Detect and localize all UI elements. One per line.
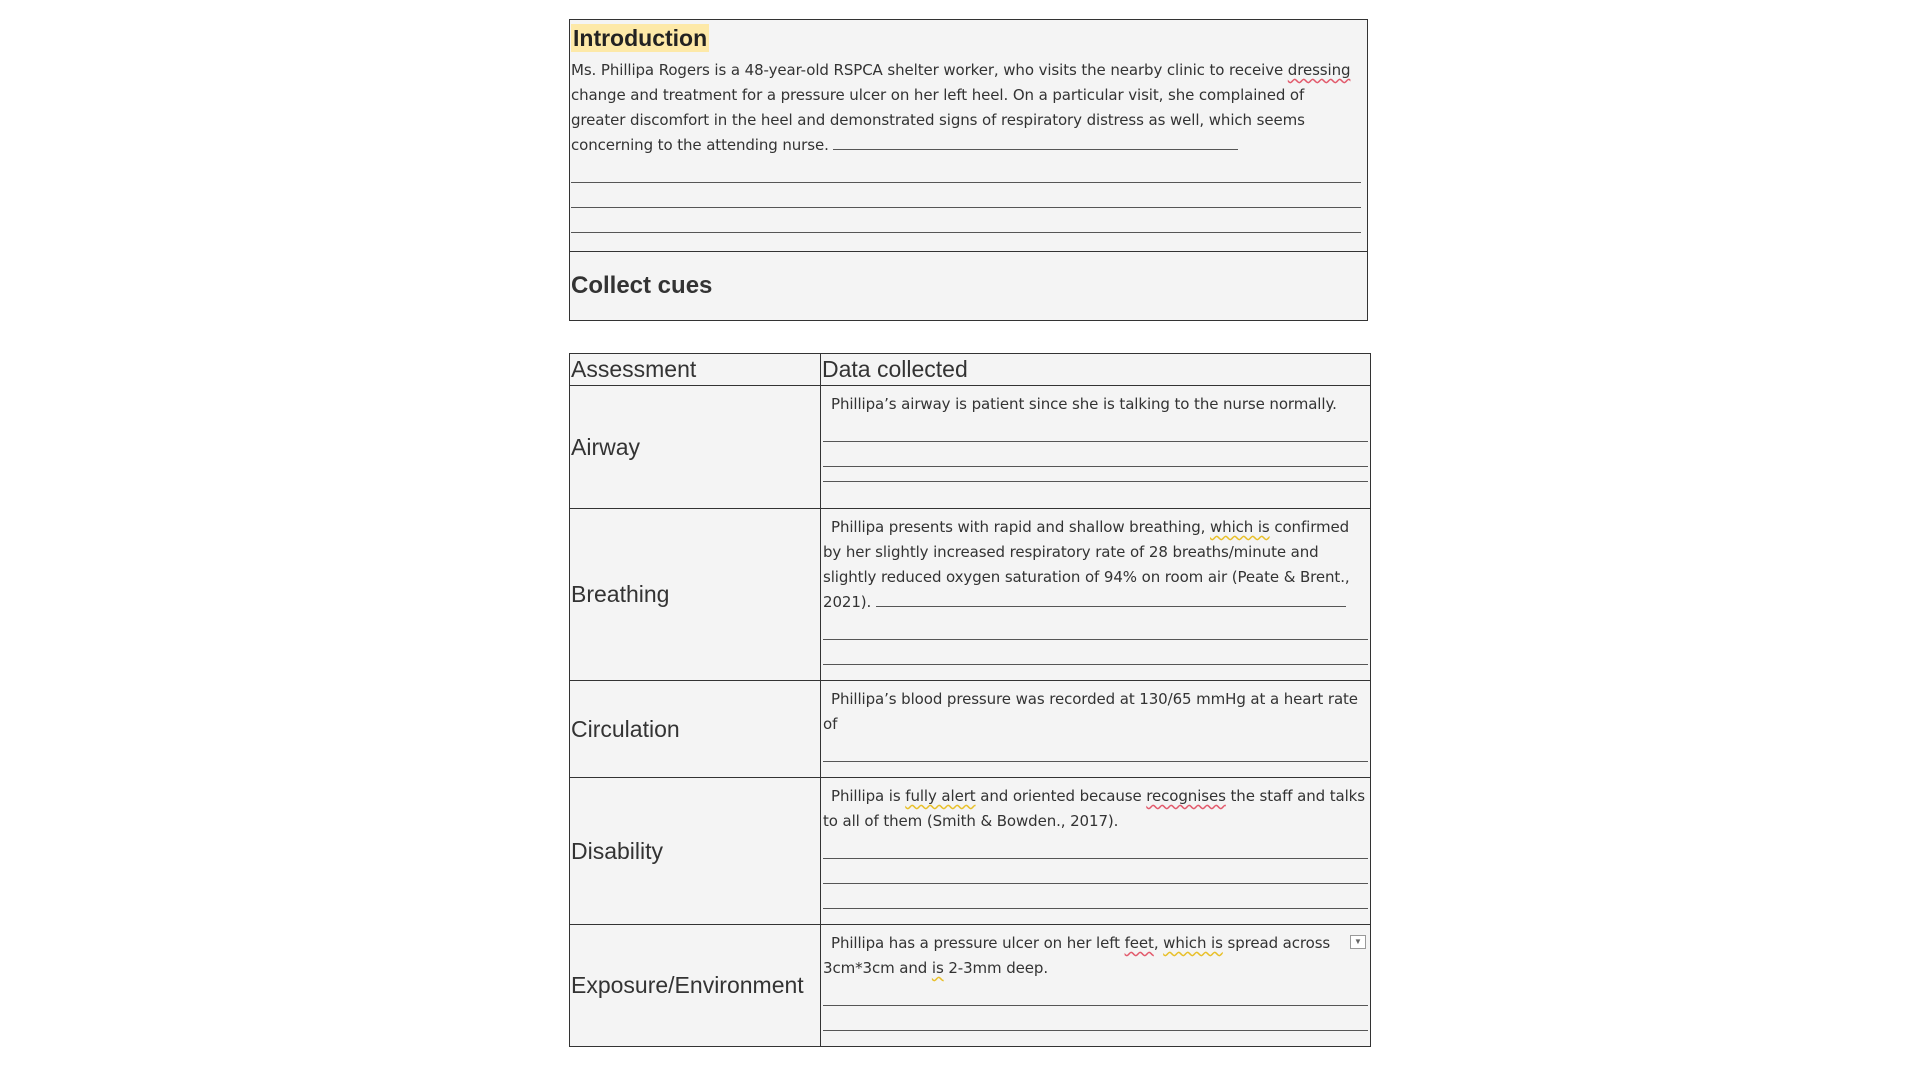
disability-text-part-1: Phillipa is xyxy=(831,787,906,805)
breathing-text xyxy=(823,515,1368,615)
airway-data-cell[interactable] xyxy=(821,386,1371,509)
circulation-data-cell[interactable] xyxy=(821,681,1371,778)
intro-text-part-1: Ms. Phillipa Rogers is a 48-year-old RSPCA shelter worker, who visits the nearby clinic to receive xyxy=(571,61,1288,79)
exposure-data-cell[interactable] xyxy=(821,925,1371,1047)
grammar-flag-is[interactable]: is xyxy=(931,959,944,977)
answer-blank-line[interactable] xyxy=(823,834,1368,859)
intro-text-part-2: change and treatment for a pressure ulcer on her left heel. On a particular visit, she complained of greater discomfort in the heel and demonstrated signs of respiratory distress as well, which seems concerning to the attending nurse. xyxy=(571,86,1305,154)
exposure-text xyxy=(823,931,1368,981)
exposure-text-part-3: spread across 3cm*3cm and xyxy=(823,934,1331,977)
breathing-text-part-1: Phillipa presents with rapid and shallow breathing, xyxy=(831,518,1210,536)
table-row-breathing xyxy=(570,509,1371,681)
circulation-label: Circulation xyxy=(570,681,821,778)
answer-blank-line[interactable] xyxy=(823,640,1368,665)
answer-blank-line[interactable] xyxy=(823,737,1368,762)
disability-label: Disability xyxy=(570,778,821,925)
answer-blank-line[interactable] xyxy=(823,981,1368,1006)
answer-blank-line[interactable] xyxy=(823,615,1368,640)
introduction-text[interactable] xyxy=(571,58,1361,158)
answer-blank-line[interactable] xyxy=(571,158,1361,183)
introduction-section xyxy=(570,20,1367,252)
airway-text: Phillipa’s airway is patient since she is talking to the nurse normally. xyxy=(831,395,1337,413)
spelling-flag-recognises[interactable]: recognises xyxy=(1146,787,1226,805)
answer-blank-line[interactable] xyxy=(823,442,1368,467)
case-study-box xyxy=(569,19,1368,321)
answer-blank-line[interactable] xyxy=(823,1006,1368,1031)
answer-blank-line[interactable] xyxy=(823,467,1368,482)
answer-blank-line[interactable] xyxy=(571,208,1361,233)
abcde-assessment-table xyxy=(569,353,1371,1047)
table-row-disability xyxy=(570,778,1371,925)
answer-blank-line[interactable] xyxy=(823,417,1368,442)
disability-text-part-3: the staff and talks to all of them (Smith & Bowden., 2017). xyxy=(823,787,1365,830)
airway-label: Airway xyxy=(570,386,821,509)
exposure-label: Exposure/Environment xyxy=(570,925,821,1047)
breathing-label: Breathing xyxy=(570,509,821,681)
data-collected-column-header: Data collected xyxy=(821,354,1371,386)
exposure-text-part-1: Phillipa has a pressure ulcer on her left xyxy=(831,934,1125,952)
exposure-text-part-2: , xyxy=(1153,934,1164,952)
table-header-row xyxy=(570,354,1371,386)
chevron-down-icon[interactable]: ▼ xyxy=(1350,935,1366,949)
grammar-flag-which-is[interactable]: which is xyxy=(1163,934,1223,952)
assessment-column-header: Assessment xyxy=(570,354,821,386)
answer-blank-line[interactable] xyxy=(823,884,1368,909)
table-row-circulation xyxy=(570,681,1371,778)
exposure-text-part-4: 2-3mm deep. xyxy=(943,959,1048,977)
answer-blank-line[interactable] xyxy=(823,859,1368,884)
grammar-flag-fully-alert[interactable]: fully alert xyxy=(905,787,976,805)
table-row-airway xyxy=(570,386,1371,509)
spelling-flag-feet[interactable]: feet xyxy=(1124,934,1154,952)
collect-cues-heading: Collect cues xyxy=(571,272,713,299)
answer-blank-inline[interactable] xyxy=(833,135,1238,150)
introduction-heading: Introduction xyxy=(573,25,708,51)
collect-cues-section xyxy=(570,252,1367,320)
breathing-data-cell[interactable] xyxy=(821,509,1371,681)
answer-blank-line[interactable] xyxy=(571,183,1361,208)
breathing-text-part-2: confirmed by her slightly increased respiratory rate of 28 breaths/minute and slightly reduced oxygen saturation of 94% on room air (Peate & Brent., 2021). xyxy=(823,518,1350,611)
answer-blank-inline[interactable] xyxy=(876,592,1346,607)
spelling-flag-dressing[interactable]: dressing xyxy=(1287,61,1351,79)
disability-data-cell[interactable] xyxy=(821,778,1371,925)
grammar-flag-which-is[interactable]: which is xyxy=(1210,518,1270,536)
disability-text-part-2: and oriented because xyxy=(975,787,1147,805)
table-row-exposure xyxy=(570,925,1371,1047)
disability-text xyxy=(823,784,1368,834)
circulation-text: Phillipa’s blood pressure was recorded at 130/65 mmHg at a heart rate of xyxy=(823,690,1358,733)
